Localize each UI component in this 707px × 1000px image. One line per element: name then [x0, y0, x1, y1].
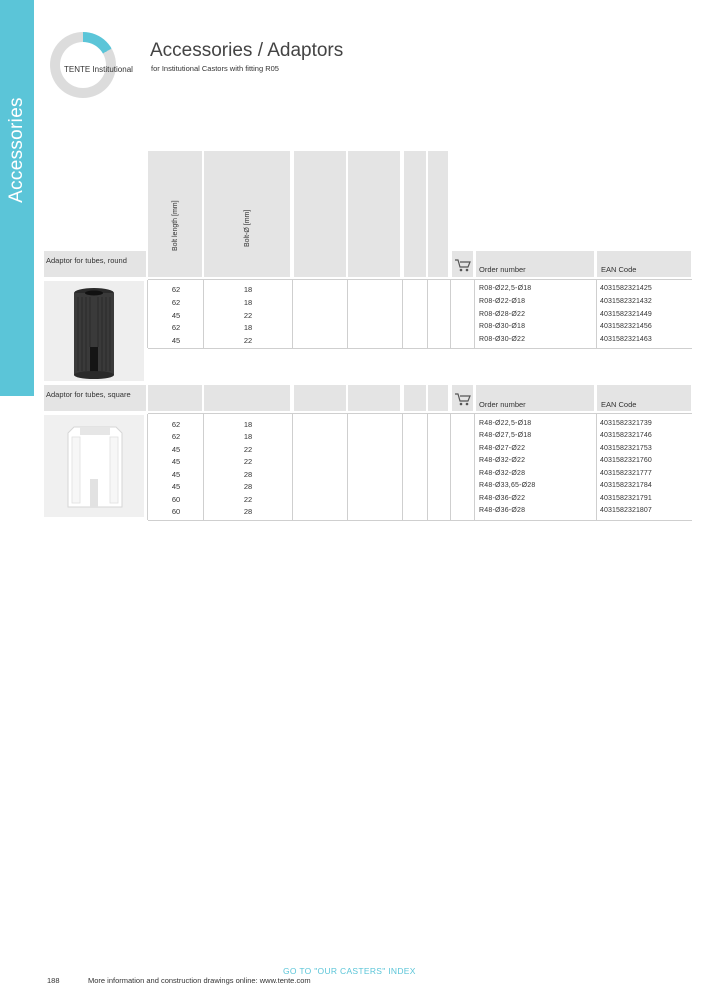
grid-line [402, 280, 403, 348]
footer-info: More information and construction drawings online: www.tente.com [88, 976, 311, 985]
section-square-col-1 [148, 385, 202, 411]
order-number-cell: R48-Ø32-Ø22 [479, 457, 526, 464]
section-square-title: Adaptor for tubes, square [46, 390, 131, 399]
bolt-length-cell: 45 [171, 336, 181, 345]
order-number-cell: R08-Ø28-Ø22 [479, 311, 526, 318]
bolt-diameter-cell: 22 [243, 457, 253, 466]
page-number: 188 [47, 976, 60, 985]
bolt-length-cell: 62 [171, 323, 181, 332]
grid-line [427, 414, 428, 520]
header-col-empty-1 [294, 151, 346, 277]
bolt-length-cell: 45 [171, 311, 181, 320]
bolt-diameter-cell: 22 [243, 445, 253, 454]
order-number-cell: R48-Ø33,65-Ø28 [479, 482, 536, 489]
section-round-ean-label: EAN Code [601, 265, 637, 274]
grid-line [347, 414, 348, 520]
order-number-cell: R48-Ø27,5-Ø18 [479, 432, 532, 439]
section-round-order-label: Order number [479, 265, 526, 274]
order-number-cell: R48-Ø36-Ø22 [479, 495, 526, 502]
bolt-length-cell: 45 [171, 445, 181, 454]
ean-code-cell: 4031582321739 [600, 420, 652, 427]
grid-line [427, 280, 428, 348]
grid-line [474, 414, 475, 520]
bolt-diameter-cell: 18 [243, 298, 253, 307]
grid-line [203, 280, 204, 348]
ean-code-cell: 4031582321807 [600, 507, 652, 514]
bolt-diameter-cell: 18 [243, 420, 253, 429]
header-col-empty-2 [348, 151, 400, 277]
grid-line [203, 414, 204, 520]
section-square-bottom-rule [148, 520, 692, 521]
grid-line [292, 414, 293, 520]
square-adaptor-illustration [44, 415, 144, 517]
round-adaptor-illustration [44, 281, 144, 381]
section-square-ean-label: EAN Code [601, 400, 637, 409]
grid-line [292, 280, 293, 348]
section-square-col-4 [348, 385, 400, 411]
header-bolt-diameter-label: Bolt-Ø [mm] [244, 209, 251, 247]
ean-code-cell: 4031582321791 [600, 495, 652, 502]
ean-code-cell: 4031582321463 [600, 336, 652, 343]
order-number-cell: R48-Ø22,5-Ø18 [479, 420, 532, 427]
ean-code-cell: 4031582321449 [600, 311, 652, 318]
cart-icon [454, 392, 472, 406]
grid-line [474, 280, 475, 348]
header-col-empty-4 [428, 151, 448, 277]
section-round-bottom-rule [148, 348, 692, 349]
header-bolt-length-label: Bolt length [mm] [172, 200, 179, 251]
order-number-cell: R48-Ø36-Ø28 [479, 507, 526, 514]
grid-line [450, 280, 451, 348]
ean-code-cell: 4031582321777 [600, 470, 652, 477]
header-col-bolt-diameter [204, 151, 290, 277]
product-image-square [44, 415, 144, 517]
side-tab [0, 0, 34, 396]
section-square-col-2 [204, 385, 290, 411]
ean-code-cell: 4031582321784 [600, 482, 652, 489]
bolt-length-cell: 62 [171, 420, 181, 429]
grid-line [596, 280, 597, 348]
order-number-cell: R08-Ø30-Ø18 [479, 323, 526, 330]
header-col-bolt-length [148, 151, 202, 277]
page-subtitle: for Institutional Castors with fitting R05 [151, 64, 279, 73]
side-tab-label: Accessories [6, 97, 27, 203]
header-col-empty-3 [404, 151, 426, 277]
page-title: Accessories / Adaptors [150, 40, 344, 61]
bolt-length-cell: 45 [171, 470, 181, 479]
order-number-cell: R08-Ø30-Ø22 [479, 336, 526, 343]
brand-name: TENTE Institutional [64, 65, 133, 74]
section-square-top-rule [148, 413, 692, 414]
bolt-length-cell: 62 [171, 285, 181, 294]
bolt-length-cell: 45 [171, 482, 181, 491]
grid-line [147, 280, 148, 348]
order-number-cell: R48-Ø32-Ø28 [479, 470, 526, 477]
section-square-col-6 [428, 385, 448, 411]
ean-code-cell: 4031582321425 [600, 285, 652, 292]
order-number-cell: R08-Ø22,5-Ø18 [479, 285, 532, 292]
bolt-diameter-cell: 28 [243, 482, 253, 491]
bolt-length-cell: 62 [171, 432, 181, 441]
section-square-order-label: Order number [479, 400, 526, 409]
bolt-diameter-cell: 18 [243, 432, 253, 441]
grid-line [347, 280, 348, 348]
grid-line [147, 414, 148, 520]
ean-code-cell: 4031582321456 [600, 323, 652, 330]
bolt-diameter-cell: 22 [243, 495, 253, 504]
grid-line [596, 414, 597, 520]
bolt-diameter-cell: 28 [243, 470, 253, 479]
bolt-diameter-cell: 18 [243, 285, 253, 294]
bolt-length-cell: 45 [171, 457, 181, 466]
ean-code-cell: 4031582321760 [600, 457, 652, 464]
section-square-col-5 [404, 385, 426, 411]
bolt-diameter-cell: 22 [243, 336, 253, 345]
section-round-title: Adaptor for tubes, round [46, 256, 127, 265]
order-number-cell: R08-Ø22-Ø18 [479, 298, 526, 305]
casters-index-link[interactable]: GO TO "OUR CASTERS" INDEX [283, 966, 416, 976]
section-round-top-rule [148, 279, 692, 280]
grid-line [402, 414, 403, 520]
grid-line [450, 414, 451, 520]
bolt-length-cell: 60 [171, 495, 181, 504]
order-number-cell: R48-Ø27-Ø22 [479, 445, 526, 452]
product-image-round [44, 281, 144, 381]
bolt-diameter-cell: 18 [243, 323, 253, 332]
bolt-diameter-cell: 22 [243, 311, 253, 320]
ean-code-cell: 4031582321432 [600, 298, 652, 305]
cart-icon [454, 258, 472, 272]
bolt-length-cell: 60 [171, 507, 181, 516]
ean-code-cell: 4031582321746 [600, 432, 652, 439]
ean-code-cell: 4031582321753 [600, 445, 652, 452]
section-square-col-3 [294, 385, 346, 411]
bolt-diameter-cell: 28 [243, 507, 253, 516]
bolt-length-cell: 62 [171, 298, 181, 307]
